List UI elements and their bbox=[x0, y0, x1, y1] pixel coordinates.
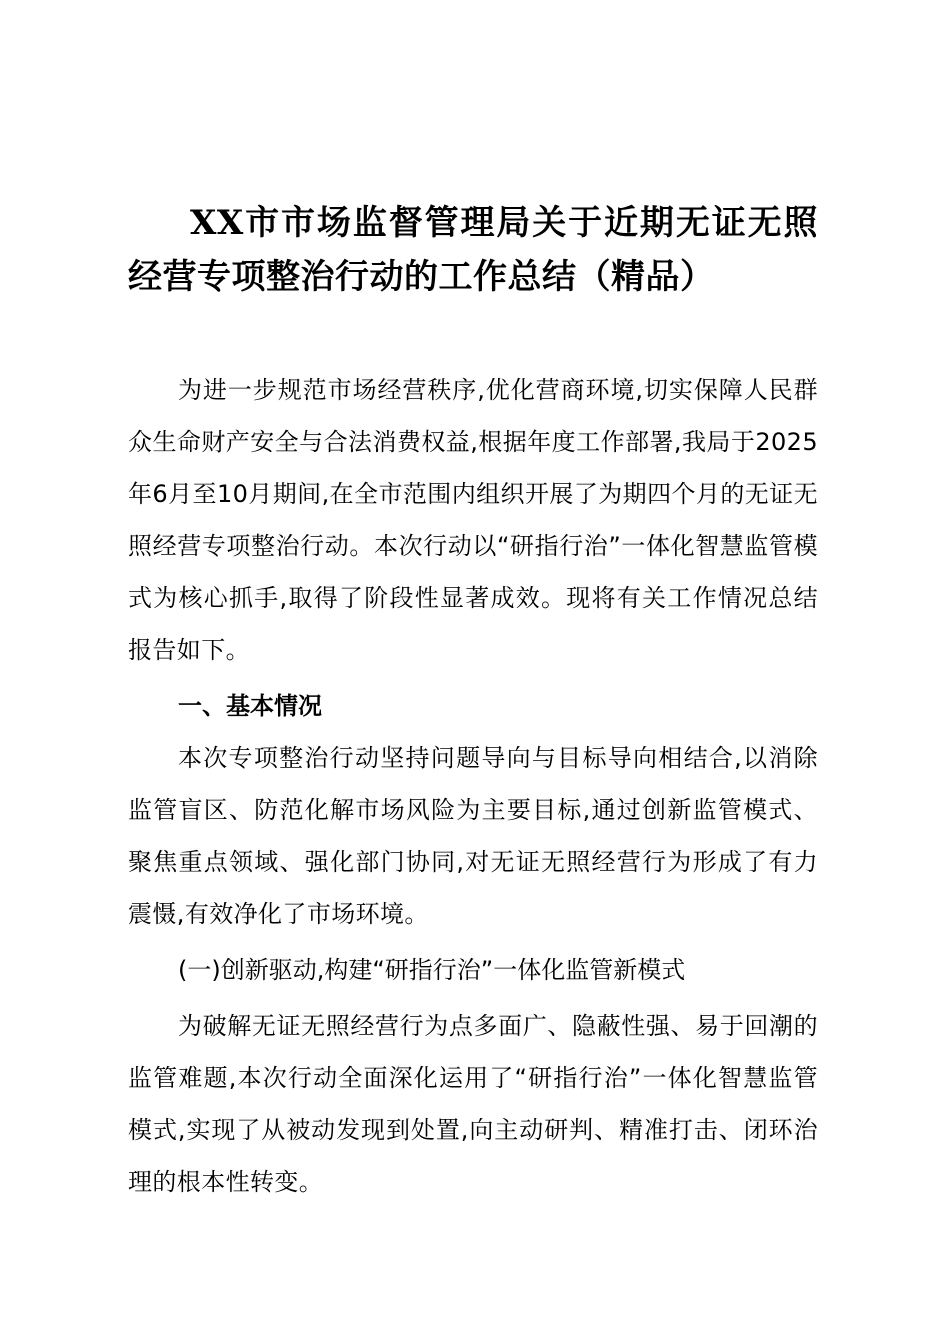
innovation-paragraph: 为破解无证无照经营行为点多面广、隐蔽性强、易于回潮的监管难题,本次行动全面深化运用了“研指行治”一体化智慧监管模式,实现了从被动发现到处置,向主动研判、精准打击、闭环治理的根本性转变。 bbox=[128, 1012, 818, 1196]
section-heading-basic-situation: 一、基本情况 bbox=[178, 692, 322, 720]
document-body bbox=[128, 364, 818, 1208]
basic-situation-paragraph: 本次专项整治行动坚持问题导向与目标导向相结合,以消除监管盲区、防范化解市场风险为主要目标,通过创新监管模式、聚焦重点领域、强化部门协同,对无证无照经营行为形成了有力震慑,有效净化了市场环境。 bbox=[128, 744, 818, 928]
intro-paragraph: 为进一步规范市场经营秩序,优化营商环境,切实保障人民群众生命财产安全与合法消费权益,根据年度工作部署,我局于2025年6月至10月期间,在全市范围内组织开展了为期四个月的无证无照经营专项整治行动。本次行动以“研指行治”一体化智慧监管模式为核心抓手,取得了阶段性显著成效。现将有关工作情况总结报告如下。 bbox=[128, 376, 818, 664]
subsection-heading-innovation: (一)创新驱动,构建“研指行治”一体化监管新模式 bbox=[178, 956, 686, 984]
document-title: XX市市场监督管理局关于近期无证无照经营专项整治行动的工作总结（精品） bbox=[128, 203, 818, 297]
